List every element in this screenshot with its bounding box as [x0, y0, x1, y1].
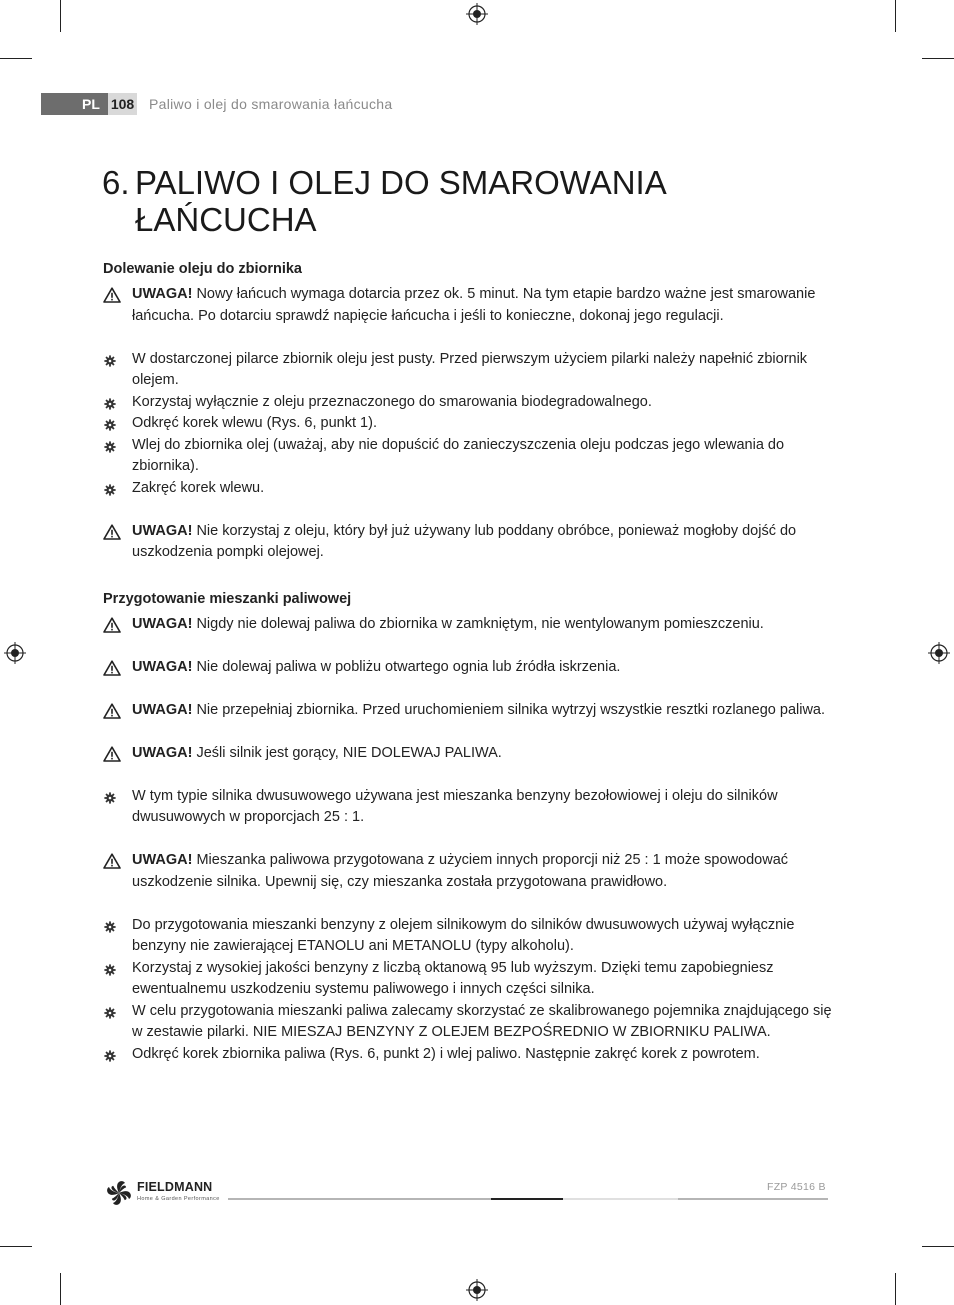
- item-text: Nowy łańcuch wymaga dotarcia przez ok. 5 minut. Na tym etapie bardzo ważne jest smarowanie łańcucha. Po dotarciu sprawdź napięcie łańcucha i jeśli to konieczne, dokonaj jego regulacji.: [132, 286, 816, 324]
- crop-mark: [60, 0, 61, 32]
- item-text: Nie przepełniaj zbiornika. Przed uruchomieniem silnika wytrzyj wszystkie resztki rozlanego paliwa.: [196, 701, 826, 718]
- spacer: [103, 564, 833, 576]
- warning-triangle-icon: [103, 287, 121, 303]
- chapter-number: 6.: [102, 164, 130, 201]
- running-header-title: Paliwo i olej do smarowania łańcucha: [149, 96, 393, 112]
- item-text: W celu przygotowania mieszanki paliwa zalecamy skorzystać ze skalibrowanego pojemnika znajdującego się w zestawie pilarki. NIE MIESZAJ BENZYNY Z OLEJEM BEZPOŚREDNIO W ZBIORNIKU PALIWA.: [132, 1002, 832, 1040]
- warning-triangle-icon: [103, 524, 121, 540]
- item-text: Mieszanka paliwowa przygotowana z użyciem innych proporcji niż 25 : 1 może spowodować uszkodzenie silnika. Upewnij się, czy mieszanka została przygotowana prawidłowo.: [132, 852, 789, 890]
- registration-mark-icon: [466, 1279, 488, 1301]
- warning-label: UWAGA!: [132, 701, 193, 718]
- registration-mark-icon: [4, 642, 26, 664]
- registration-mark-icon: [466, 3, 488, 25]
- list-item: [103, 349, 833, 392]
- item-text: W tym typie silnika dwusuwowego używana jest mieszanka benzyny bezołowiowej i oleju do silników dwusuwowych w proporcjach 25 : 1.: [132, 787, 778, 825]
- spacer: [103, 678, 833, 700]
- warning-note: [103, 743, 833, 765]
- item-text: Korzystaj z wysokiej jakości benzyny z liczbą oktanową 95 lub wyższym. Dzięki temu zapobiegniesz ewentualnemu uszkodzeniu systemu paliwowego i innych części silnika.: [132, 959, 774, 997]
- item-text: Odkręć korek wlewu (Rys. 6, punkt 1).: [132, 415, 377, 431]
- item-text: Jeśli silnik jest gorący, NIE DOLEWAJ PALIWA.: [196, 744, 502, 761]
- warning-note: [103, 657, 833, 679]
- warning-note: [103, 850, 833, 893]
- list-item: [103, 435, 833, 478]
- section-heading: Przygotowanie mieszanki paliwowej: [103, 590, 352, 607]
- spacer: [103, 576, 833, 588]
- bullet-gear-icon: [104, 792, 116, 804]
- model-number: FZP 4516 B: [767, 1181, 826, 1193]
- list-item: [103, 1001, 833, 1044]
- crop-mark: [0, 58, 32, 59]
- item-text: Nigdy nie dolewaj paliwa do zbiornika w zamkniętym, nie wentylowanym pomieszczeniu.: [196, 615, 764, 632]
- footer-rule: [228, 1198, 491, 1200]
- spacer: [103, 327, 833, 349]
- language-tab: PL: [41, 93, 108, 115]
- warning-label: UWAGA!: [132, 615, 193, 632]
- warning-label: UWAGA!: [132, 658, 193, 675]
- item-text: Do przygotowania mieszanki benzyny z olejem silnikowym do silników dwusuwowych używaj wyłącznie benzyny nie zawierającej ETANOLU ani METANOLU (typy alkoholu).: [132, 916, 795, 954]
- warning-label: UWAGA!: [132, 744, 193, 761]
- warning-label: UWAGA!: [132, 286, 193, 302]
- registration-mark-icon: [928, 642, 950, 664]
- document-body: [103, 258, 833, 1065]
- list-item: [103, 915, 833, 958]
- fieldmann-logo-icon: [103, 1177, 135, 1209]
- item-text: Wlej do zbiornika olej (uważaj, aby nie dopuścić do zanieczyszczenia oleju podczas jego wlewania do zbiornika).: [132, 436, 785, 474]
- item-text: Zakręć korek wlewu.: [132, 479, 265, 496]
- title-line-1: PALIWO I OLEJ DO SMAROWANIA: [135, 164, 667, 201]
- spacer: [103, 893, 833, 915]
- bullet-gear-icon: [104, 398, 116, 410]
- item-text: Odkręć korek zbiornika paliwa (Rys. 6, punkt 2) i wlej paliwo. Następnie zakręć korek z powrotem.: [132, 1045, 760, 1062]
- item-text: Korzystaj wyłącznie z oleju przeznaczonego do smarowania biodegradowalnego.: [132, 393, 652, 410]
- crop-mark: [922, 1246, 954, 1247]
- spacer: [103, 635, 833, 657]
- list-item: [103, 392, 833, 414]
- brand-name: FIELDMANN: [137, 1180, 213, 1194]
- bullet-gear-icon: [104, 1050, 116, 1062]
- crop-mark: [895, 0, 896, 32]
- item-text: W dostarczonej pilarce zbiornik oleju jest pusty. Przed pierwszym użyciem pilarki należy napełnić zbiornik olejem.: [132, 350, 808, 388]
- spacer: [103, 829, 833, 851]
- section-heading: Dolewanie oleju do zbiornika: [103, 261, 302, 277]
- brand-tagline: Home & Garden Performance: [137, 1196, 220, 1202]
- bullet-gear-icon: [104, 355, 116, 367]
- list-item: [103, 478, 833, 500]
- list-item: [103, 1044, 833, 1066]
- list-item: [103, 786, 833, 829]
- bullet-gear-icon: [104, 921, 116, 933]
- list-item: [103, 958, 833, 1001]
- crop-mark: [60, 1273, 61, 1305]
- warning-note: [103, 614, 833, 636]
- footer-rule: [678, 1198, 828, 1200]
- warning-triangle-icon: [103, 853, 121, 869]
- warning-triangle-icon: [103, 703, 121, 719]
- warning-label: UWAGA!: [132, 852, 193, 868]
- title-line-2: ŁAŃCUCHA: [135, 201, 317, 238]
- bullet-gear-icon: [104, 1007, 116, 1019]
- footer-rule: [563, 1198, 678, 1200]
- footer-rule: [491, 1198, 563, 1200]
- bullet-gear-icon: [104, 484, 116, 496]
- warning-triangle-icon: [103, 617, 121, 633]
- warning-note: [103, 284, 833, 327]
- page-number: 108: [108, 93, 137, 115]
- crop-mark: [0, 1246, 32, 1247]
- item-text: Nie dolewaj paliwa w pobliżu otwartego ognia lub źródła iskrzenia.: [196, 658, 621, 675]
- bullet-gear-icon: [104, 419, 116, 431]
- spacer: [103, 721, 833, 743]
- warning-triangle-icon: [103, 660, 121, 676]
- spacer: [103, 764, 833, 786]
- bullet-gear-icon: [104, 964, 116, 976]
- warning-note: [103, 700, 833, 722]
- crop-mark: [895, 1273, 896, 1305]
- item-text: Nie korzystaj z oleju, który był już używany lub poddany obróbce, ponieważ mogłoby dojść do uszkodzenia pompki olejowej.: [132, 522, 797, 560]
- warning-note: [103, 521, 833, 564]
- warning-label: UWAGA!: [132, 522, 193, 539]
- page-title: [102, 164, 862, 238]
- list-item: [103, 413, 833, 435]
- warning-triangle-icon: [103, 746, 121, 762]
- crop-mark: [922, 58, 954, 59]
- spacer: [103, 499, 833, 521]
- bullet-gear-icon: [104, 441, 116, 453]
